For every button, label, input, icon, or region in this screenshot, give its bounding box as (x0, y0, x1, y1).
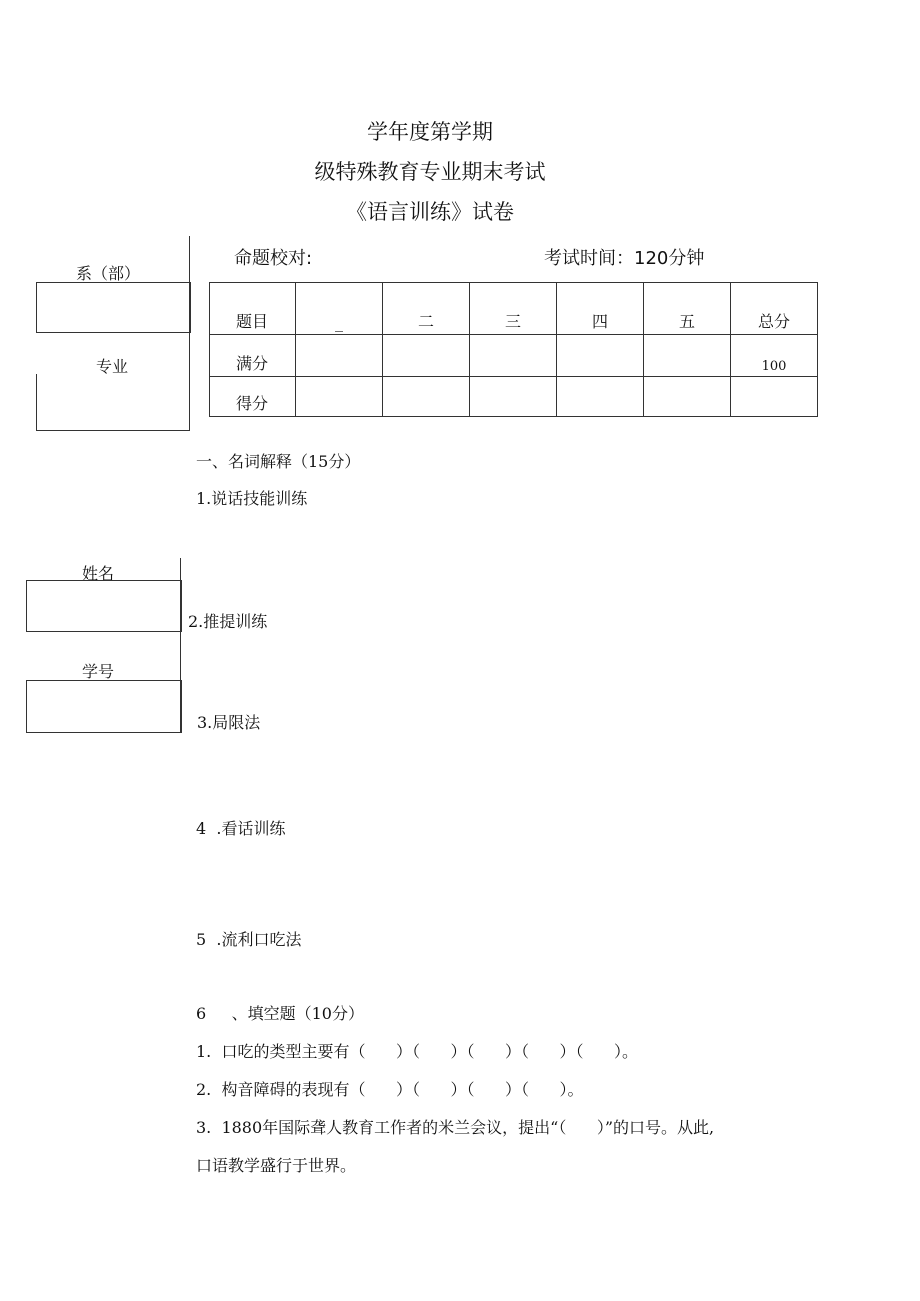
full-marks-label: 满分 (210, 335, 296, 377)
student-id-field[interactable] (26, 680, 182, 733)
header-cell-1: _ (296, 283, 383, 335)
header-cell-total: 总分 (731, 283, 818, 335)
question-1-5: 5 .流利口吃法 (196, 930, 302, 949)
header-cell-topic: 题目 (210, 283, 296, 335)
header-cell-2: 二 (383, 283, 470, 335)
title-line-2: 级特殊教育专业期末考试 (314, 160, 546, 184)
fill-question-3-line-2: 口语教学盛行于世界。 (196, 1156, 357, 1175)
score-cell-1[interactable] (296, 377, 383, 417)
header-cell-4: 四 (557, 283, 644, 335)
score-table-header-row (210, 283, 818, 335)
major-field-bottom-border[interactable] (36, 430, 189, 431)
question-1-3: 3.局限法 (197, 713, 261, 732)
name-label: 姓名 (82, 564, 115, 583)
title-line-1: 学年度第学期 (367, 120, 493, 144)
full-marks-cell-2 (383, 335, 470, 377)
department-label: 系（部） (76, 264, 141, 283)
full-marks-row (210, 335, 818, 377)
student-id-label: 学号 (82, 662, 115, 681)
score-cell-total[interactable] (731, 377, 818, 417)
department-field[interactable] (36, 282, 191, 333)
full-marks-total: 100 (731, 335, 818, 377)
fill-question-2: 2. 构音障碍的表现有（ ）（ ）（ ）（ ）。 (196, 1080, 584, 1099)
score-cell-3[interactable] (470, 377, 557, 417)
full-marks-cell-5 (644, 335, 731, 377)
question-1-4: 4 .看话训练 (196, 819, 286, 838)
question-1-2: 2.推提训练 (188, 612, 268, 631)
question-1-1: 1.说话技能训练 (196, 489, 308, 508)
proofreader-label: 命题校对: (234, 248, 313, 269)
score-cell-2[interactable] (383, 377, 470, 417)
score-table (209, 282, 818, 417)
fill-question-1: 1. 口吃的类型主要有（ ）（ ）（ ）（ ）（ ）。 (196, 1042, 639, 1061)
section1-heading: 一、名词解释（15分） (196, 452, 361, 471)
header-cell-3: 三 (470, 283, 557, 335)
major-field-left-border (36, 374, 37, 431)
score-cell-4[interactable] (557, 377, 644, 417)
major-label: 专业 (96, 357, 129, 376)
exam-time-label: 考试时间：120分钟 (544, 248, 705, 269)
header-cell-5: 五 (644, 283, 731, 335)
panel-right-border (189, 236, 190, 431)
score-cell-5[interactable] (644, 377, 731, 417)
section2-heading: 6 、填空题（10分） (196, 1004, 364, 1023)
title-line-3: 《语言训练》试卷 (346, 200, 514, 224)
score-label: 得分 (210, 377, 296, 417)
full-marks-cell-1 (296, 335, 383, 377)
full-marks-cell-4 (557, 335, 644, 377)
full-marks-cell-3 (470, 335, 557, 377)
name-field[interactable] (26, 580, 182, 632)
score-row (210, 377, 818, 417)
fill-question-3-line-1: 3. 1880年国际聋人教育工作者的米兰会议，提出“（ ）”的口号。从此, (196, 1118, 715, 1137)
